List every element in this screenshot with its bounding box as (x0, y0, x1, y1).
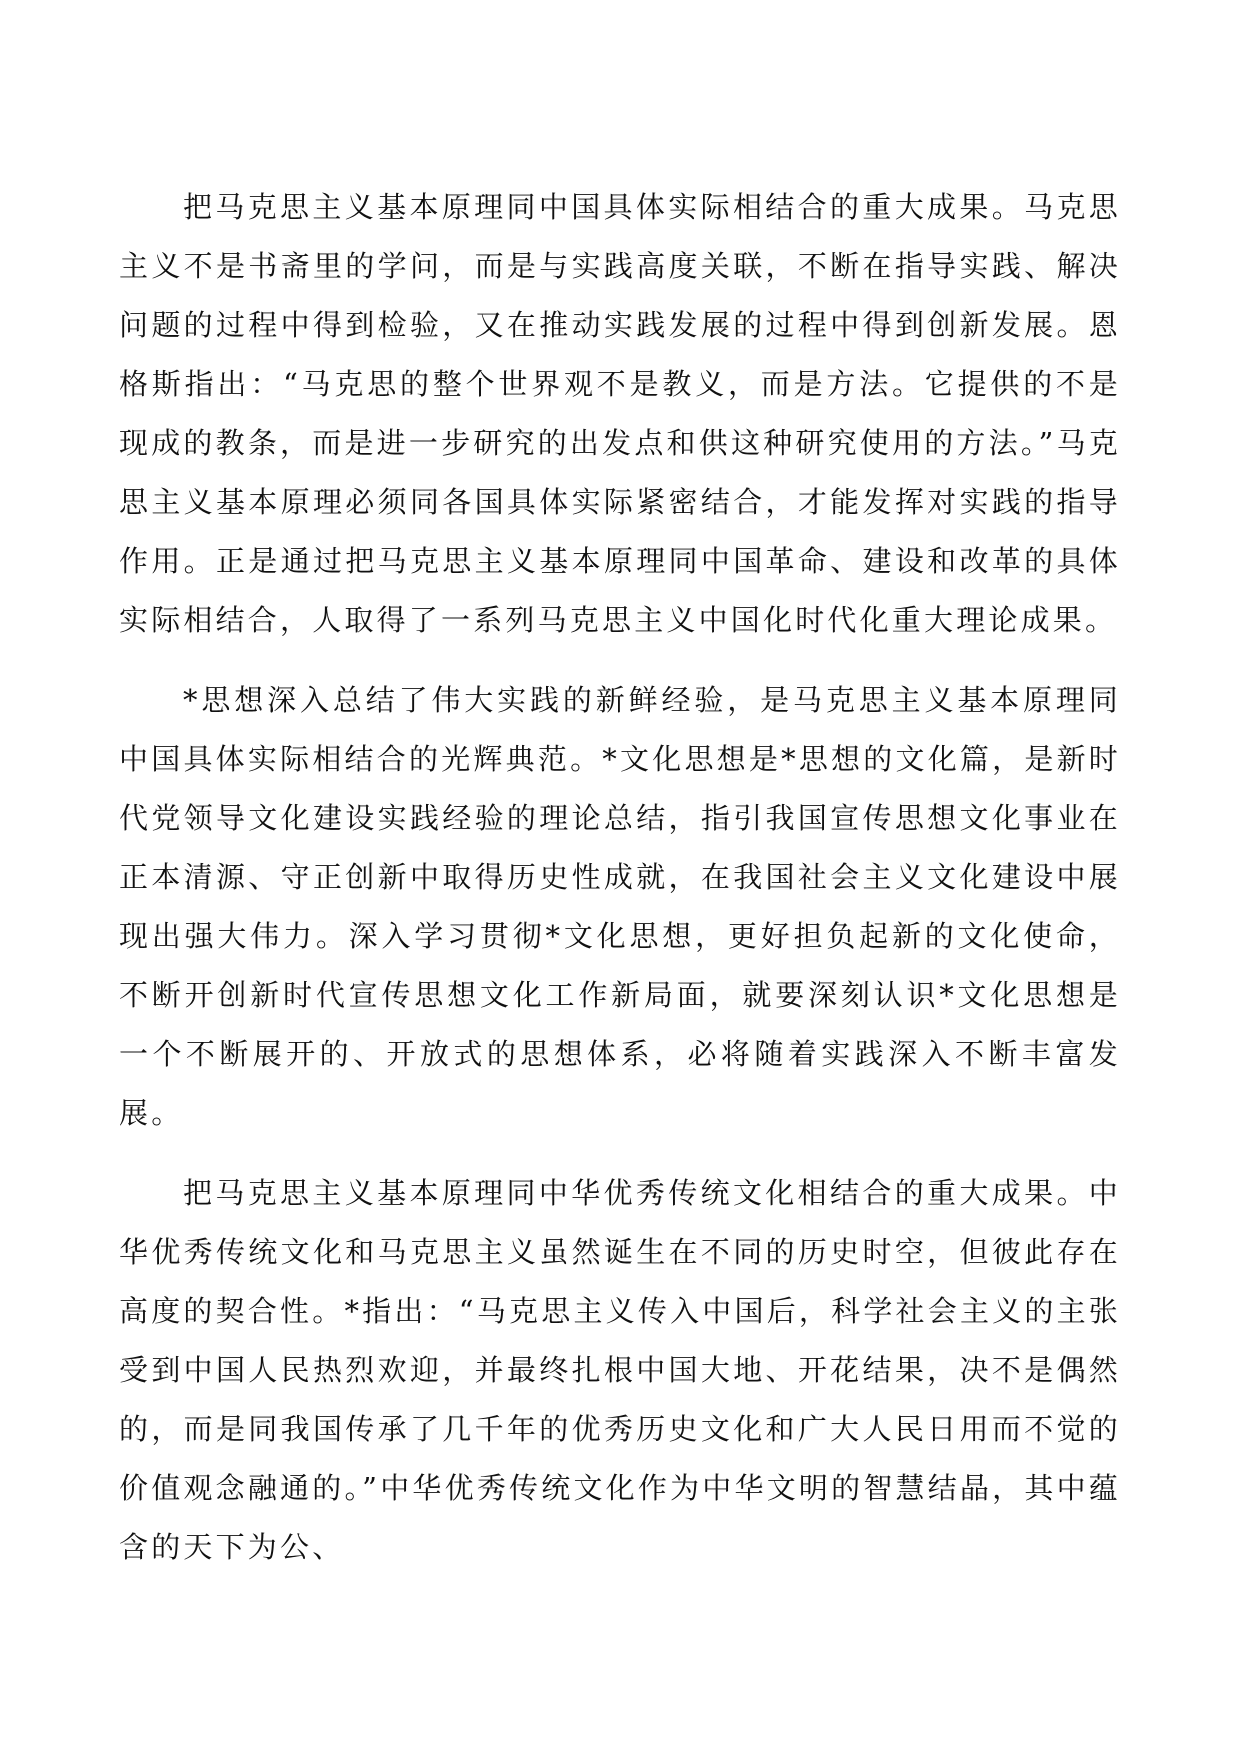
document-body (119, 178, 1121, 1598)
paragraph-2: *思想深入总结了伟大实践的新鲜经验，是马克思主义基本原理同中国具体实际相结合的光辉典范。*文化思想是*思想的文化篇，是新时代党领导文化建设实践经验的理论总结，指引我国宣传思想文化事业在正本清源、守正创新中取得历史性成就，在我国社会主义文化建设中展现出强大伟力。深入学习贯彻*文化思想，更好担负起新的文化使命，不断开创新时代宣传思想文化工作新局面，就要深刻认识*文化思想是一个不断展开的、开放式的思想体系，必将随着实践深入不断丰富发展。 (119, 683, 1121, 1130)
paragraph-1: 把马克思主义基本原理同中国具体实际相结合的重大成果。马克思主义不是书斋里的学问，而是与实践高度关联，不断在指导实践、解决问题的过程中得到检验，又在推动实践发展的过程中得到创新发展。恩格斯指出：“马克思的整个世界观不是教义，而是方法。它提供的不是现成的教条，而是进一步研究的出发点和供这种研究使用的方法。”马克思主义基本原理必须同各国具体实际紧密结合，才能发挥对实践的指导作用。正是通过把马克思主义基本原理同中国革命、建设和改革的具体实际相结合，人取得了一系列马克思主义中国化时代化重大理论成果。 (119, 190, 1121, 637)
paragraph-3: 把马克思主义基本原理同中华优秀传统文化相结合的重大成果。中华优秀传统文化和马克思主义虽然诞生在不同的历史时空，但彼此存在高度的契合性。*指出：“马克思主义传入中国后，科学社会主义的主张受到中国人民热烈欢迎，并最终扎根中国大地、开花结果，决不是偶然的，而是同我国传承了几千年的优秀历史文化和广大人民日用而不觉的价值观念融通的。”中华优秀传统文化作为中华文明的智慧结晶，其中蕴含的天下为公、 (119, 1176, 1121, 1564)
